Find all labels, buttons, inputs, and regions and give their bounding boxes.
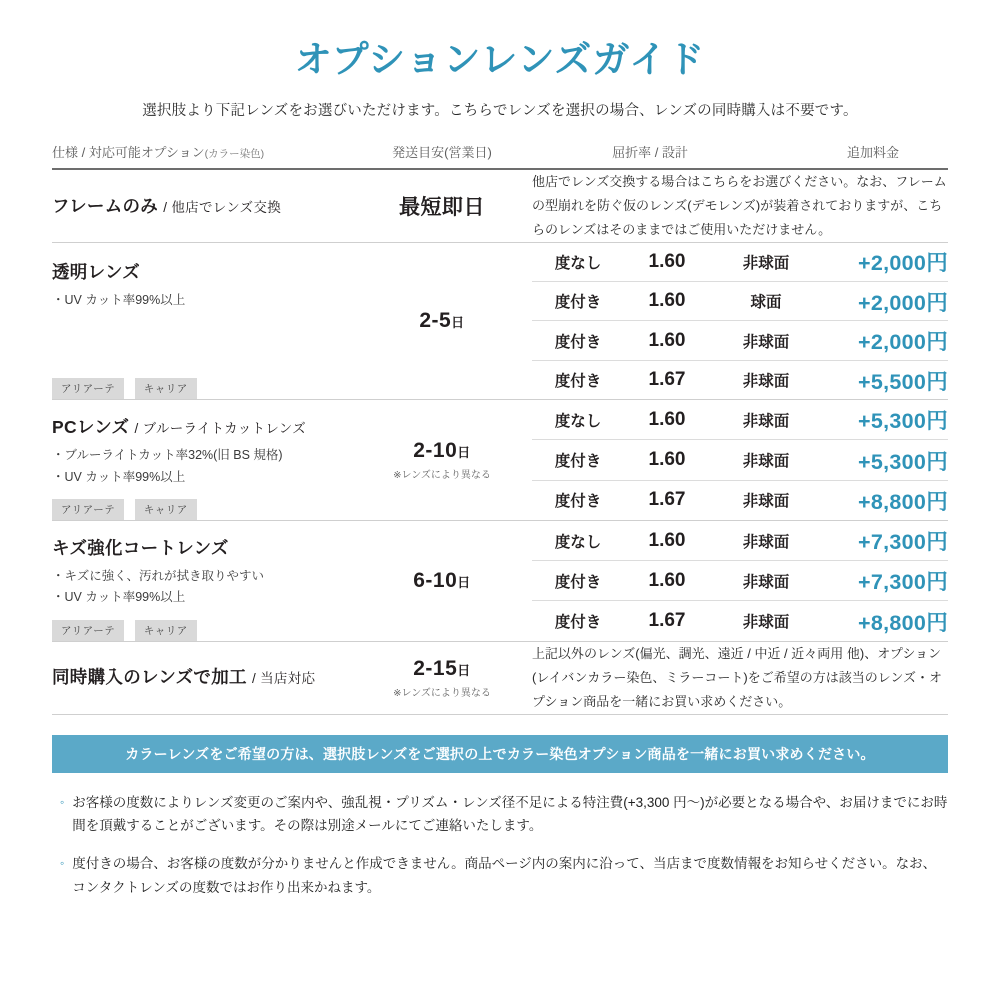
tag-career: キャリア: [135, 620, 197, 641]
option-price: +2,000: [858, 330, 927, 355]
option-design: 非球面: [742, 412, 790, 430]
table-row: [52, 243, 948, 282]
option-design: 非球面: [742, 373, 790, 390]
option-price: +2,000: [858, 290, 927, 315]
row-title-main: フレームのみ: [52, 196, 159, 217]
option-price: +5,300: [858, 449, 927, 474]
option-price-unit: 円: [926, 330, 948, 355]
option-power: 度なし: [554, 254, 602, 272]
option-design: 非球面: [742, 453, 790, 470]
option-price-unit: 円: [926, 290, 948, 315]
option-power: 度なし: [554, 412, 602, 430]
option-design: 非球面: [742, 533, 790, 551]
footnotes: [60, 791, 948, 900]
row-title-main: 同時購入のレンズで加工: [52, 667, 247, 688]
option-design: 非球面: [742, 254, 790, 272]
row-ship-days: 2-5日: [419, 309, 465, 333]
option-index: 1.60: [648, 329, 686, 351]
row-title-sub: / 当店対応: [252, 671, 316, 687]
table-row: [52, 642, 948, 715]
row-title-main: キズ強化コートレンズ: [52, 537, 229, 558]
option-power: 度付き: [554, 373, 602, 390]
option-index: 1.67: [648, 369, 686, 390]
option-price-unit: 円: [926, 489, 948, 514]
row-note: ・キズに強く、汚れが拭き取りやすい: [52, 568, 265, 583]
row-note: ・UV カット率99%以上: [52, 590, 186, 605]
option-power: 度付き: [554, 294, 602, 312]
option-power: 度付き: [554, 614, 602, 632]
column-header-ship: 発送目安(営業日): [392, 144, 492, 160]
row-description: 上記以外のレンズ(偏光、調光、遠近 / 中近 / 近々両用 他)、オプション(レイバンカラー染色、ミラーコート)をご希望の方は該当のレンズ・オプション商品を一緒にお買い求めください。: [532, 645, 943, 709]
option-price-unit: 円: [926, 369, 948, 394]
option-index: 1.60: [648, 569, 686, 591]
option-design: 球面: [750, 294, 782, 312]
row-ship-days: 2-10日: [413, 439, 471, 463]
tag-career: キャリア: [135, 378, 197, 399]
option-price-unit: 円: [926, 409, 948, 434]
page-title: オプションレンズガイド: [294, 39, 706, 80]
option-price: +8,800: [858, 610, 927, 635]
column-header-price: 追加料金: [846, 144, 899, 160]
lens-options-table: [52, 170, 948, 715]
column-header-index: 屈折率 / 設計: [612, 144, 688, 160]
row-note: ・UV カット率99%以上: [52, 469, 186, 484]
row-title: [52, 259, 352, 284]
option-price: +7,300: [858, 570, 927, 595]
footnote-text: 度付きの場合、お客様の度数が分かりませんと作成できません。商品ページ内の案内に沿って、当店まで度数情報をお知らせください。なお、コンタクトレンズの度数ではお作り出来かねます。: [72, 856, 937, 895]
option-index: 1.60: [648, 529, 686, 551]
row-description: 他店でレンズ交換する場合はこちらをお選びください。なお、フレームの型崩れを防ぐ仮のレンズ(デモレンズ)が装着されておりますが、こちらのレンズはそのままではご使用いただけません。: [532, 173, 947, 237]
table-column-headers: [52, 142, 948, 161]
option-price: +2,000: [858, 251, 927, 276]
option-index: 1.60: [648, 250, 686, 272]
row-title-main: PCレンズ: [52, 417, 130, 438]
row-title: [52, 193, 352, 218]
table-row: [52, 170, 948, 243]
tag-ariate: アリアーテ: [52, 620, 124, 641]
option-index: 1.60: [648, 449, 686, 470]
row-title: [52, 664, 352, 689]
option-index: 1.67: [648, 489, 686, 511]
row-ship-days: 2-15日: [413, 656, 471, 680]
row-ship-days: 6-10日: [413, 568, 471, 592]
row-note: ・ブルーライトカット率32%(旧 BS 規格): [52, 448, 283, 463]
row-ship-note: ※レンズにより異なる: [393, 687, 491, 699]
option-power: 度なし: [554, 533, 602, 551]
table-row: [52, 400, 948, 440]
row-tags: [52, 620, 352, 641]
option-price-unit: 円: [926, 610, 948, 635]
option-price-unit: 円: [926, 570, 948, 595]
row-title: [52, 414, 352, 439]
option-index: 1.60: [648, 408, 686, 430]
option-price: +7,300: [858, 530, 927, 555]
row-title-sub: / 他店でレンズ交換: [163, 200, 282, 216]
option-power: 度付き: [554, 453, 602, 470]
option-price: +8,800: [858, 489, 927, 514]
option-power: 度付き: [554, 573, 602, 591]
row-ship-note: ※レンズにより異なる: [393, 470, 491, 482]
table-row: [52, 521, 948, 561]
column-header-spec-small: (カラー染色): [204, 147, 265, 160]
footnote-item: [60, 791, 948, 838]
footnote-text: お客様の度数によりレンズ変更のご案内や、強乱視・プリズム・レンズ径不足による特注費(+3,300 円〜)が必要となる場合や、お届けまでにお時間を頂戴することがございます。その際は別途メールにてご連絡いたします。: [72, 794, 948, 834]
row-title-sub: / ブルーライトカットレンズ: [134, 421, 307, 437]
tag-ariate: アリアーテ: [52, 378, 124, 399]
tag-career: キャリア: [135, 499, 197, 520]
column-header-spec: 仕様 / 対応可能オプション: [52, 144, 205, 160]
option-price-unit: 円: [926, 449, 948, 474]
color-lens-banner: カラーレンズをご希望の方は、選択肢レンズをご選択の上でカラー染色オプション商品を一緒にお買い求めください。: [52, 735, 948, 773]
row-divider: [52, 714, 948, 715]
option-price-unit: 円: [926, 530, 948, 555]
bullet-icon: ◦: [60, 794, 65, 809]
option-price: +5,300: [858, 409, 927, 434]
option-design: 非球面: [742, 573, 790, 591]
tag-ariate: アリアーテ: [52, 499, 124, 520]
page-subtitle: 選択肢より下記レンズをお選びいただけます。こちらでレンズを選択の場合、レンズの同時購入は不要です。: [142, 102, 858, 119]
row-tags: [52, 378, 352, 399]
row-title: [52, 535, 352, 560]
option-index: 1.67: [648, 610, 686, 632]
option-power: 度付き: [554, 493, 602, 511]
option-power: 度付き: [554, 333, 602, 351]
option-index: 1.60: [648, 290, 686, 312]
bullet-icon: ◦: [60, 856, 65, 871]
option-design: 非球面: [742, 614, 790, 632]
row-title-main: 透明レンズ: [52, 261, 141, 282]
page-bottom-spacer: [0, 994, 1000, 1000]
row-tags: [52, 499, 352, 520]
option-design: 非球面: [742, 493, 790, 511]
row-note: ・UV カット率99%以上: [52, 292, 186, 307]
option-price-unit: 円: [926, 251, 948, 276]
option-design: 非球面: [742, 333, 790, 351]
row-ship-days: 最短即日: [399, 195, 485, 219]
option-price: +5,500: [858, 369, 927, 394]
footnote-item: [60, 852, 948, 899]
